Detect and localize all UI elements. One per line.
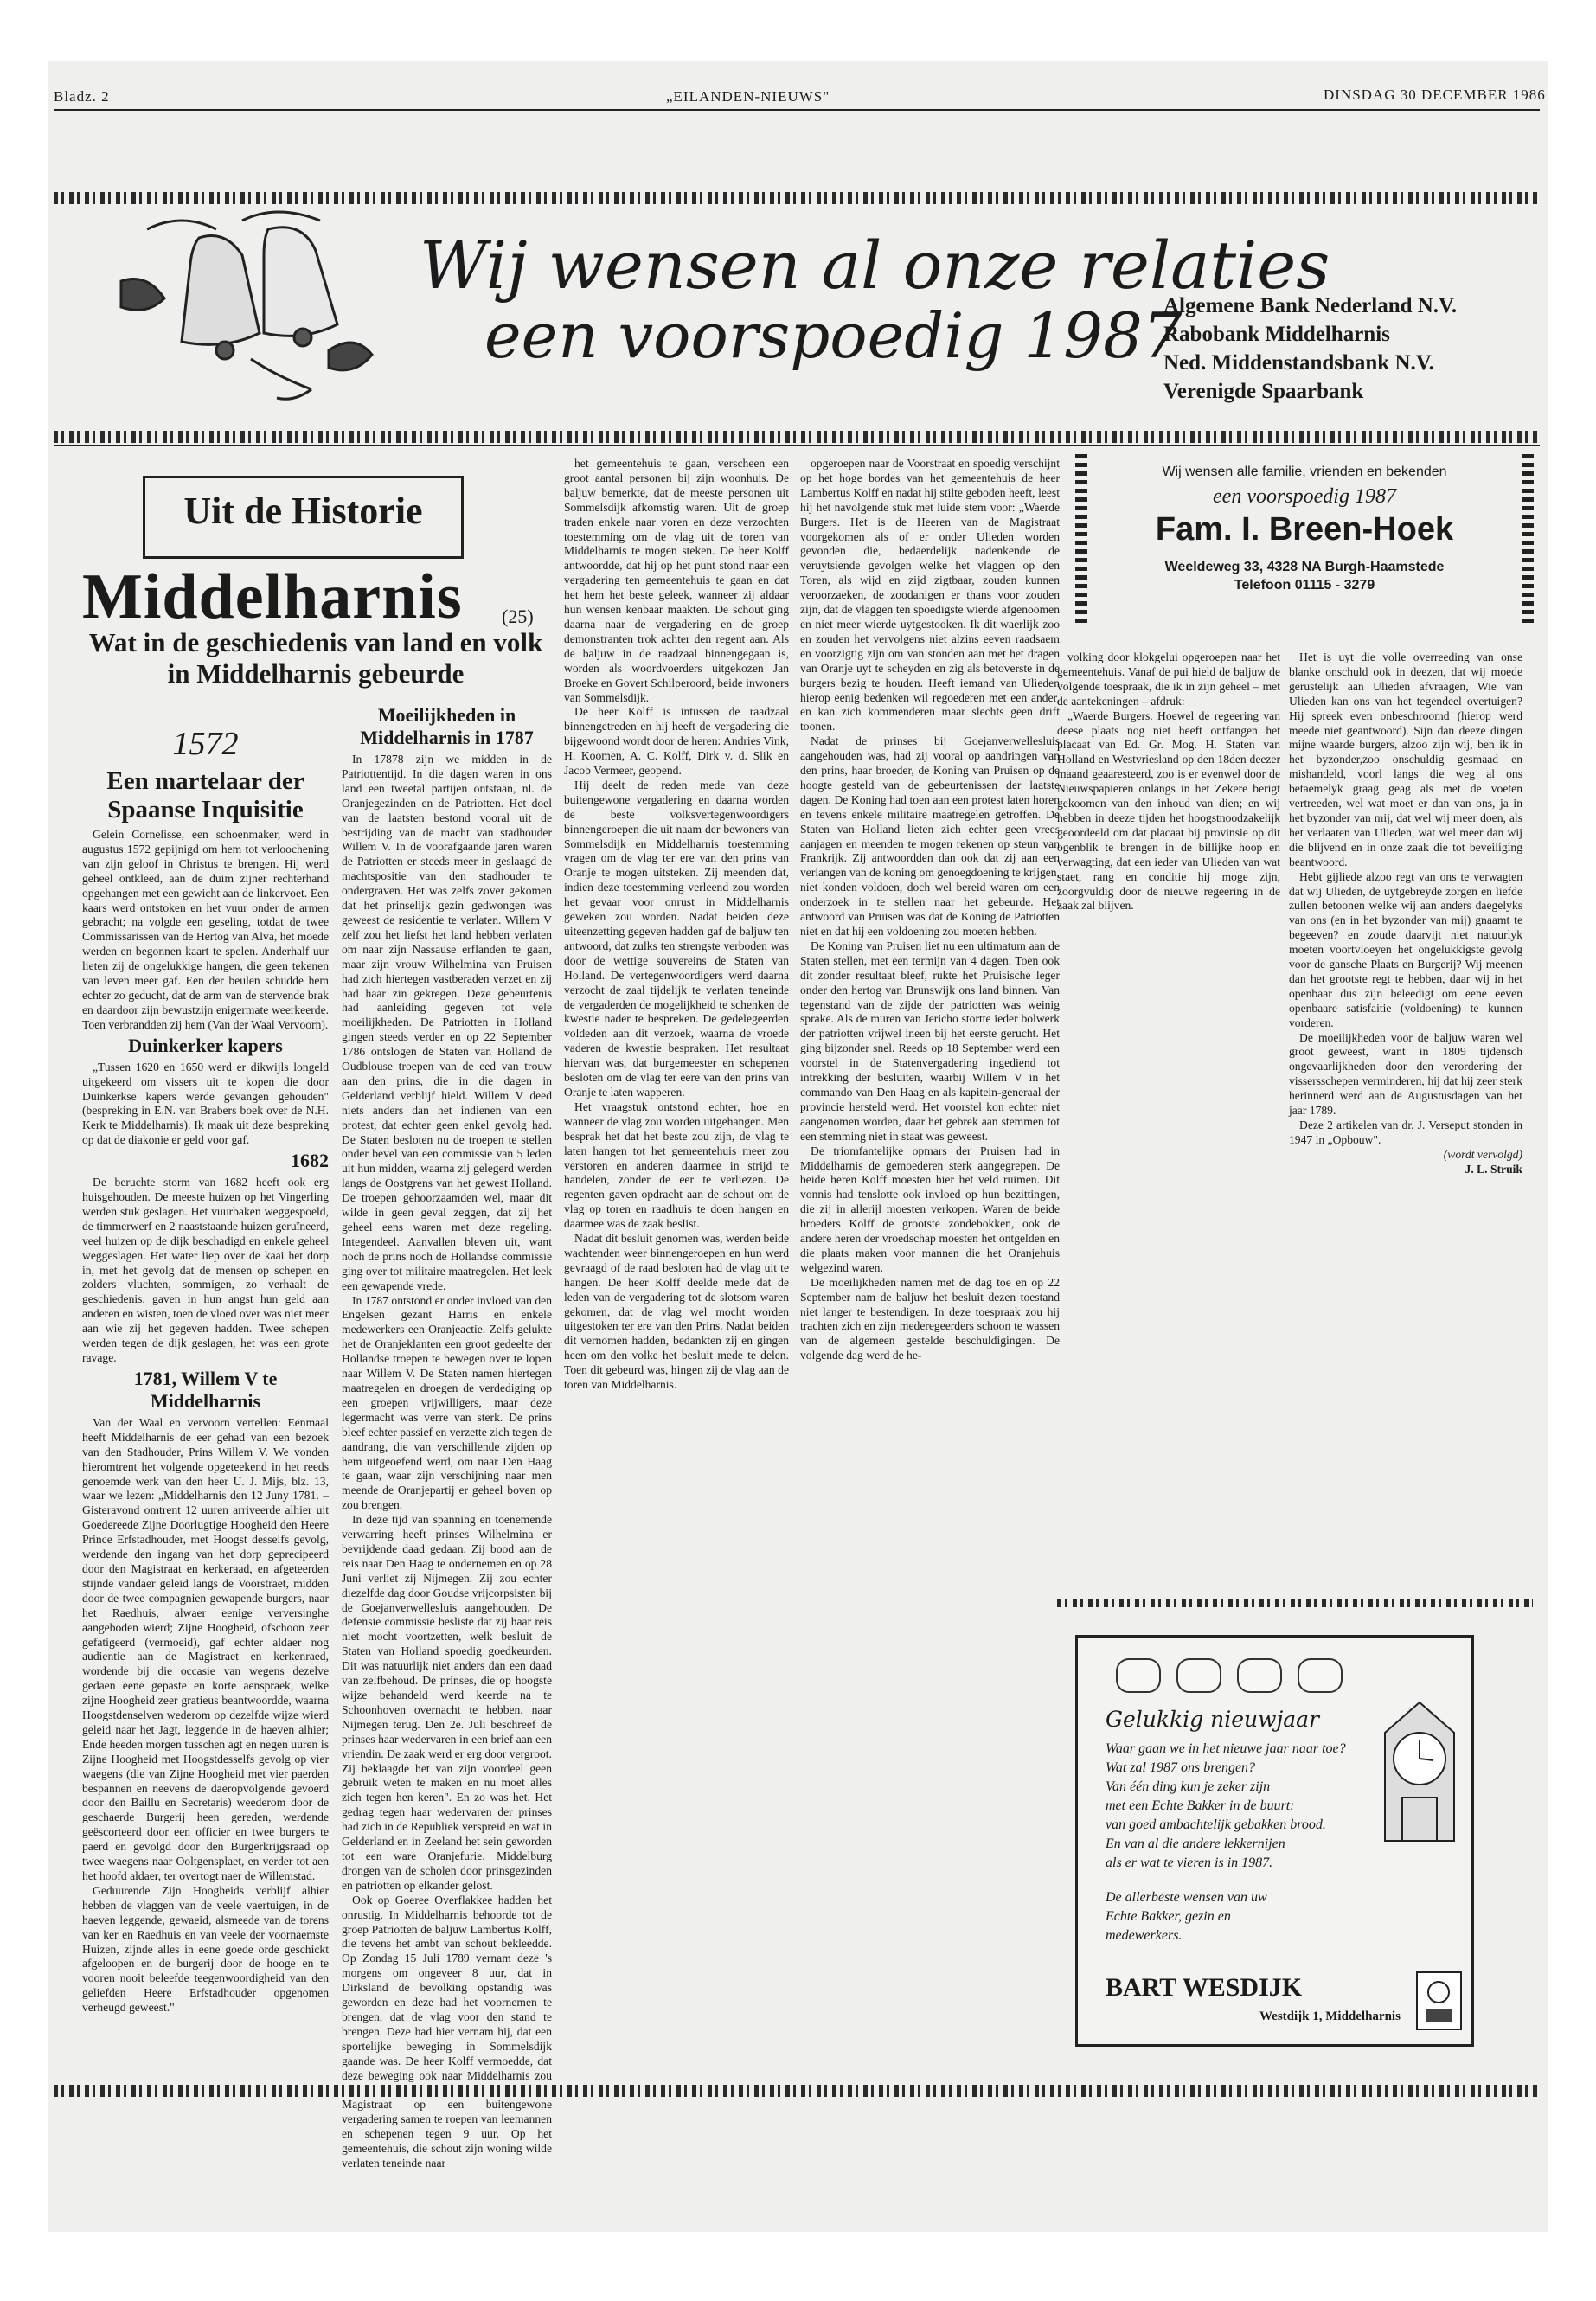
greeting-line2: een voorspoedig 1987 xyxy=(484,299,1183,372)
top-border xyxy=(54,192,1540,204)
bakker-wish xyxy=(1106,1888,1267,1945)
bread-loaves-icon xyxy=(1112,1646,1355,1698)
para-23: Hebt gijliede alzoo regt van ons te verwagten dat wij Ulieden, de uytgebreyde zorgen en liefde zullen betoonen welke wij aan anders daegelyks van ons (en in het byzonder van mij) gnaamt te begeeven? en zoude daarvijt niet natuurlyk moeten voortvloeyen het ongelukkigste gevolg voor de gansche Plaats en Burgerij? Wij meenen dan het grootste regt te hebben, daar wij in het openbaar dus zijn beleedigt om eene eeven openbaare satisfaitie (voldoening) te kunnen vorderen. xyxy=(1289,869,1522,1029)
para-16: Nadat de prinses bij Goejanverwellesluis aangehouden was, had zij vooral op aandringen van den prins, haar broeder, de Koning van Pruisen op de hoogte gesteld van de gebeurtenissen der laatste dagen. De Koning had toen aan een protest laten horen en tevens enkele militaire maatregelen getroffen. De Staten van Holland lieten zich echter geen vrees aanjagen en meenden te mogen rekenen op steun van Frankrijk. Zij antwoordden dan ook dat zij aan een verlangen van de koning om genoegdoening te krijgen, niet konden voldoen, doch wel bereid waren om een onderzoek in te stellen naar het gebeurde. Het antwoord van Pruisen was dat de Koning de Patriotten niet en dat hij een voldoening zou moeten hebben. xyxy=(800,734,1060,938)
page-bottom-border xyxy=(54,2085,1540,2097)
bank-2: Rabobank Middelharnis xyxy=(1163,323,1390,346)
column-3 xyxy=(564,457,789,2098)
para-22: Het is uyt die volle overreeding van onse blanke onschuld ook in deezen, dat wij moede gerustelijk aan Ulieden afvraagen, Wie van Ulieden kan ons van het tegendeel overtuigen? Hij spreek even onbeschroomd (hierop werd meede niet geantwoord). Sijn dan deeze dingen mijne waarde burgers, alzoo zijn wij, ben ik in het byzonder,zoo onschuldig gesmaad en mishandeld, voorl langs die weg al ons betaemelyk graag geag als met de voeten vertreeden, wel wat moet er dan van ons, ja in het byzonder van mij, dat wel wij meer doen, als het verlaaten van Ulieden, wat wel meer dan wij die blijvend en in onze zaak die tot beveiliging beantwoord. xyxy=(1289,651,1522,868)
author: J. L. Struik xyxy=(1465,1162,1522,1176)
bakker-line-7: als er wat te vieren is in 1987. xyxy=(1106,1856,1273,1870)
para-2: „Tussen 1620 en 1650 werd er dikwijls longeld uitgekeerd om vissers uit te kopen die door Duinkerkse kapers werde gevangen gehouden" (bespreking in E.N. van Brabers boek over de N.H. Kerk te Middelharnis). Ik maak uit deze bespreking op dat de diakonie er geld voor gaf. xyxy=(82,1060,329,1147)
bakker-line-2: Wat zal 1987 ons brengen? xyxy=(1106,1760,1256,1775)
heading-1682: 1682 xyxy=(291,1150,329,1172)
column-4 xyxy=(800,457,1060,2098)
bakker-wish-1: De allerbeste wensen van uw xyxy=(1106,1890,1267,1905)
ad-border-right xyxy=(1522,454,1534,623)
para-21: „Waerde Burgers. Hoewel de regeering van deese plaats nog niet heeft ontfangen het placaat van Ed. Gr. Mog. H. Staten van Holland en Westvriesland op den 18den deezer maand geaaresteerd, zoo is er evenwel door de Nieuwspapieren onlangs in het Zekere berigt gekoomen van den inhoud van dien; en wij hebben in deeze tijden het hoogstnoodzakelijk geoordeeld om dat placaat bij provinsie op dit ogenblik te brengen in de billijke hoop en verwagting, dat een ieder van Ulieden van wat staet, rang en conditie hij moge zijn, zoorgvuldig door de nieuwe regeering in de zaak zal blijven. xyxy=(1057,708,1280,913)
article-title: Middelharnis xyxy=(82,561,463,632)
fam-name: Fam. I. Breen-Hoek xyxy=(1155,511,1454,548)
heading-kapers: Duinkerker kapers xyxy=(128,1034,283,1056)
bakker-text xyxy=(1106,1740,1374,1873)
bakker-wish-3: medewerkers. xyxy=(1106,1928,1183,1943)
para-3: De beruchte storm van 1682 heeft ook erg huisgehouden. De meeste huizen op het Vingerling werden stuk geslagen. Het vuurbaken weggespoeld, de timmerwerf en 2 naaststaande huizen geruïneerd, veel huizen op de dijk beschadigd en enkele geheel weggeslagen. Het water liep over de kaai het dorp in, met het gevolg dat de mensen op schepen en zolders vluchten, sommigen, zo verhaalt de geschiedenis, gaven in hun angst hun geld aan anderen en wisten, toen de vloed over was niet meer aan wie zij het gegeven hadden. Twee schepen werden tegen de dijk geslagen, het was een grote ravage. xyxy=(82,1176,329,1364)
to-be-continued: (wordt vervolgd) xyxy=(1443,1147,1522,1161)
para-15: opgeroepen naar de Voorstraat en spoedig verschijnt op het hoge bordes van het gemeentehuis de heer Lambertus Kolff en nadat hij stilte geboden heeft, leest hij het navolgende stuk met luide stem voor: „Waerde Burgers. Het is de Heeren van de Magistraat voorgekomen als of er onder Ulieden worden gevonden die, bedaerdelijk nadenkende de veruytsiende gevolgen welke het vlaggen op den Toren, als wijd en zijd zigtbaar, zouden kunnen veroorzaeken, de zoodanigen er thans voor zouden zijn, dat de vlaggen ten spoedigste wierde afgenoomen en niet meer wierde uytgestooken. Ik dit waerlijk zoo en zouden het vervolgens niet alzins eeven raadsaem en voorzigtig zijn om van stonden aan met het dragen van Oranje uyt te scheyden en zig als betoverste in de burgers bezig te houden. Heeft iemand van Ulieden hierop eenig bedenken wil regoederen met een ander, en kan zich kommenderen maar slechts geen drift toonen. xyxy=(800,457,1060,734)
paper-name: „EILANDEN-NIEUWS" xyxy=(666,88,830,105)
para-24: De moeilijkheden voor de baljuw waren wel groot geweest, want in 1809 tijdensch ongevaarlijkheden door den verordering der vissersschepen verminderen, hij dat hij zeer sterk herinnerd werd aan de Augustusdagen van het jaar 1789. xyxy=(1289,1030,1522,1118)
para-17: De Koning van Pruisen liet nu een ultimatum aan de Staten stellen, met een termijn van 4 dagen. Toen ook dit zonder resultaat bleef, rukte het Pruisische leger onder den hertog van Brunswijk ons land binnen. Van tegenstand van de zijde der patriotten was weinig sprake. Als de muren van Jericho stortte ieder bolwerk der patriotten vrijwel ineen bij het eerste gerucht. Het ging bijzonder snel. Reeds op 18 September werd een voorstel in de Statenvergadering ingediend tot intrekking der besluiten, waarbij Willem V in het commando van Den Haag en als kapitein-generaal der provincie hersteld werd. Het voorstel kon echter niet aangenomen worden, daar het gebrek aan stemmen tot een stemming niet in staat was geweest. xyxy=(800,939,1060,1143)
ad-bart-wesdijk xyxy=(1075,1635,1474,2047)
ad-border-left xyxy=(1075,454,1087,623)
column-5 xyxy=(1057,651,1280,1618)
ad-breen-hoek xyxy=(1075,454,1534,631)
bank-4: Verenigde Spaarbank xyxy=(1163,380,1364,403)
ad-top-border xyxy=(1057,1599,1533,1607)
article-subtitle: Wat in de geschiedenis van land en volk in Middelharnis gebeurde xyxy=(88,627,543,689)
bakker-address: Westdijk 1, Middelharnis xyxy=(1259,2009,1401,2023)
para-14: Nadat dit besluit genomen was, werden beide wachtenden weer binnengeroepen en hun werd gevraagd of de raad besloten had de vlag uit te hangen. De heer Kolff deelde mede dat de leden van de vergadering tot de slotsom waren gekomen, dat de vlag wel mocht worden uitgestoken ter ere van den Prins. Nadat beiden dit vernomen hadden, bedankten zij en gingen heen om den volke het besluit mede te delen. Toen dit gebeurd was, hingen zij de vlag aan de toren van Middelharnis. xyxy=(564,1232,789,1392)
fam-line1: Wij wensen alle familie, vrienden en bekenden xyxy=(1162,465,1447,479)
column-2 xyxy=(342,702,552,2170)
greeting-line1: Wij wensen al onze relaties xyxy=(420,227,1330,304)
bank-list xyxy=(1163,292,1457,406)
column-1 xyxy=(82,766,329,2098)
para-6: In 17878 zijn we midden in de Patriottentijd. In die dagen waren in ons land een tweetal partijen ontstaan, nl. de Oranjegezinden en de Patriotten. Het doel van de laatsten bestond vooral uit de bestrijding van de macht van stadhouder Willem V. In de voorafgaande jaren waren de Patriotten er steeds meer in geslaagd de machtspositie van den stadhouder te ondergraven. Het was zelfs zover gekomen dat het prinselijk gezin gedwongen was geweest de residentie te verlaten. Willem V zelf zou het liefst het land hebben verlaten om naar zijn Nassause erflanden te gaan, maar zijn vrouw Wilhelmina van Pruisen had zich hiertegen vastberaden verzet en zij had haar zin gekregen. Deze gebeurtenis had aanleiding gegeven tot vele moeilijkheden. De Patriotten in Holland gingen steeds verder en op 22 September 1786 ontslogen de Staten van Holland de Oudblouse troepen van de eed van trouw aan den prins, die in die dagen in Gelderland verblijf hield. Willem V deed niets anders dan het indienen van een protest, dat echter geen enkel gevolg had. De Staten besloten nu de troepen te stellen onder bevel van een commissie van 5 leden uit hun midden, waarna zij gelegerd werden langs de Oostgrens van het gewest Holland. De troepen gehoorzaamden wel, maar dit wilde in geen geval zeggen, dat zij het geheel eens waren met deze regeling. Integendeel. Aanvallen bleven uit, want noch de prins noch de Hollandse commissie ging over tot militaire maatregelen. Het leek een gewapende vrede. xyxy=(342,753,552,1292)
article-number: (25) xyxy=(502,606,534,627)
para-10: het gemeentehuis te gaan, verscheen een groot aantal personen bij zijn woonhuis. De baljuw bemerkte, dat de meeste personen uit Sommelsdijk afkomstig waren. Uit de groep traden enkele naar voren en deze verzochten toestemming om de vlag uit de toren van Middelharnis te mogen steken. De heer Kolff antwoordde, dat hij op het punt stond naar een vergadering ten gemeentehuis te gaan en dat het hem het beste geleek, wanneer zij aldaar hun wensen kenbaar maakten. De schout ging daarna naar de vergadering en de groep demonstranten trok achter den regent aan. Als de baljuw in de raadzaal binnengegaan is, worden als woordvoerders uitgekozen Jan Broeke en Govert Schilperoord, beide inwoners van Sommelsdijk. xyxy=(564,457,789,704)
page-number: Bladz. 2 xyxy=(54,88,110,105)
bottom-border xyxy=(54,431,1540,443)
para-12: Hij deelt de reden mede van deze buitengewone vergadering en daarna worden de beste volksvertegenwoordigers binnengeroepen die uit naam der bewoners van Sommelsdijk en Middelharnis toestemming vragen om de vlag ter ere van den prins van Oranje te mogen uitsteken. Zij meenden dat, indien deze toestemming verleend zou worden het gevaar voor onrust in Middelharnis geweken zou worden. Nadat beiden deze uiteenzetting gegeven hadden gaf de baljuw ten antwoord, dat zulks ten strengste verboden was door de wettige souvereins de Staten van Holland. De vertegenwoordigers werd daarna verzocht de zaal tijdelijk te verlaten teneinde de vergaderden de mogelijkheid te schenken de kwestie nader te bespreken. De gedelegeerden voldeden aan dit verzoek, waarna de vroede vaderen de kwestie bespraken. Het resultaat hiervan was, dat burgemeester en schepenen besloten om de vlag ter eere van den prins van Oranje te laten wapperen. xyxy=(564,778,789,1099)
para-7: In 1787 ontstond er onder invloed van den Engelsen gezant Harris en enkele medewerkers een Oranjeactie. Zelfs gelukte het de Oranjeklanten een groot gedeelte der Hollandse troepen te bewegen over te lopen naar Willem V. De Staten namen hiertegen maatregelen en droegen de verdediging op een groepen vrijwilligers, maar deze legermacht was verre van sterk. De prins bleef echter passief en verzette zich tegen de aandrang, die van verschillende zijden op hem uitgeoefend werd, om naar Den Haag te gaan, waar zijn verschijning naar men meende de Oranjepartij er geheel boven op zou brengen. xyxy=(342,1293,552,1512)
bakker-line-1: Waar gaan we in het nieuwe jaar naar toe? xyxy=(1106,1741,1346,1756)
rubric-title: Uit de Historie xyxy=(183,490,423,532)
bakker-line-4: met een Echte Bakker in de buurt: xyxy=(1106,1798,1295,1813)
para-8: In deze tijd van spanning en toenemende verwarring heeft prinses Wilhelmina er bevrijdende daad gedaan. Zij bood aan de reis naar Den Haag te ondernemen en op 28 Juni verliet zij Nijmegen. Zij zou echter diezelfde dag door Goudse vrijcorpsisten bij de Goejanverwellesluis aangehouden. De defensie commissie besliste dat zij haar reis niet mocht voortzetten, welk besluit de Staten van Holland spoedig goedkeurden. Dit was natuurlijk niet anders dan een daad van zelfbehoud. De prinses, die op hoogste wijze behandeld werd keerde na te Schoonhoven overnacht te hebben, naar Nijmegen terug. Den 2e. Juli beschreef de prinses haar wedervaren in een brief aan een vriendin. De zaak werd er erg door vergroot. Zij beklaagde het van zijn voordeel geen gebruik weten te maken en nu moet alles zich tegen hen keren". En zo was het. Het gedrag tegen haar wedervaren der prinses had zich in de Republiek verspreid en wat in Gelderland en in Zeeland het sein geworden tot een ware Oranjefurie. Middelburg drongen van de scholen door prinsgezinden en patriotten op elkander gelost. xyxy=(342,1513,552,1892)
para-13: Het vraagstuk ontstond echter, hoe en wanneer de vlag zou worden uitgehangen. Men besprak het dat het beste zou zijn, de vlag te laten hangen tot het gemeentehuis meer zou verstoren en anderen daarmee in strijd te handelen, zonder de eer te verliezen. De regenten gaven opdracht aan de schout om de vlag op toren en raadhuis te doen hangen en daarmee was de zaak beslist. xyxy=(564,1099,789,1231)
year-heading: 1572 xyxy=(172,726,239,762)
bakker-title: Gelukkig nieuwjaar xyxy=(1106,1707,1320,1732)
section-rule xyxy=(54,445,1540,446)
fam-line2: een voorspoedig 1987 xyxy=(1213,485,1396,508)
bakker-line-3: Van één ding kun je zeker zijn xyxy=(1106,1779,1271,1794)
bakker-line-5: van goed ambachtelijk gebakken brood. xyxy=(1106,1817,1326,1832)
bank-3: Ned. Middenstandsbank N.V. xyxy=(1163,351,1434,375)
heading-moeilijkheden: Moeilijkheden in Middelharnis in 1787 xyxy=(360,704,534,748)
fam-address: Weeldeweg 33, 4328 NA Burgh-Haamstede xyxy=(1164,560,1445,574)
fam-phone: Telefoon 01115 - 3279 xyxy=(1234,578,1375,593)
para-19: De moeilijkheden namen met de dag toe en op 22 September nam de baljuw het besluit dezen toestand niet langer te bestendigen. In deze toespraak zou hij trachten zich en zijn mederegeerders schoon te wassen van de algemeen gestelde beschuldigingen. De volgende dag werd de he- xyxy=(800,1275,1060,1362)
bakker-line-6: En van al die andere lekkernijen xyxy=(1106,1836,1285,1851)
para-9: Ook op Goeree Overflakkee hadden het onrustig. In Middelharnis behoorde tot de groep Patriotten de baljuw Lambertus Kolff, die tevens het ambt van schout bekleedde. Op Zondag 15 Juli 1789 vernam deze 's morgens om ongeveer 8 uur, dat in Dirksland de bevolking opstandig was geworden en deze had het voornemen te brengen, dat de vlag voor den stand te brengen. Deze had hier vernam hij, dat een sportelijke beweging in Sommelsdijk gaande was. De heer Kolff vermoedde, dat deze beweging ook naar Middelharnis zou Magistraat op een buitengewone vergadering samen te roepen van leemannen en schepenen tegen 9 uur. Op het gemeentehuis, die schout zijn woning wilde verlaten teneinde naar xyxy=(342,1893,552,2170)
para-1: Gelein Cornelisse, een schoenmaker, werd in augustus 1572 gepijnigd om hem tot verloochening van zijn geloof in Christus te brengen. Hij werd geheel ontkleed, aan de duim zijner rechterhand opgehangen met een gewicht aan de linkervoet. Een kaars werd ontstoken en het vuur onder de armen gebracht; na volgde een geseling, totdat de twee Commissarissen van de Hertog van Alva, het moede werden en begonnen kaart te spelen. Anderhalf uur lieten zij de ongelukkige hangen, die geen tekenen van leven meer gaf. Een der beulen schudde hem echter zo geducht, dat de arm van de stervende brak en daardoor zijn bewustzijn enigermate weerkeerde. Toen verbrandden zij hem (Van der Waal Vervoorn). xyxy=(82,828,329,1031)
para-20: volking door klokgelui opgeroepen naar het gemeentehuis. Vanaf de pui hield de baljuw de volgende toespraak, die ik in zijn geheel – met de aantekeningen – afdruk: xyxy=(1057,651,1280,708)
issue-date: DINSDAG 30 DECEMBER 1986 xyxy=(1324,87,1546,103)
column-6 xyxy=(1289,651,1522,1618)
para-18: De triomfantelijke opmars der Pruisen had in Middelharnis de gemoederen sterk aangegrepen. De beide heren Kolff moesten hier het veld ruimen. Dit vonnis had tenslotte ook invloed op hun bezittingen, die zij in allerijl moesten verkopen. Waren de beide broeders Kolff de grootste zondebokken, ook de andere heren der vroedschap moesten het ontgelden en die plaats maken voor mannen die het Oranjehuis welgezind waren. xyxy=(800,1144,1060,1274)
heading-martelaar: Een martelaar der Spaanse Inquisitie xyxy=(106,767,304,824)
rubric-box xyxy=(143,476,464,559)
bakker-name: BART WESDIJK xyxy=(1106,1973,1303,2002)
clock-tower-icon xyxy=(1376,1698,1463,1845)
bank-1: Algemene Bank Nederland N.V. xyxy=(1163,294,1458,317)
para-4: Van der Waal en vervoorn vertellen: Eenmaal heeft Middelharnis de eer gehad van een bezoek van den Stadhouder, Prins Willem V. We vonden hieromtrent het volgende opgeteekend in het reeds genoemde werk van den heer U. J. Mijs, blz. 13, waar we lezen: „Middelharnis den 12 Juny 1781. – Gisteravond omtrent 12 uuren arriveerde alhier uit Goedereede Zijne Doorlugtige Hoogheid den Heere Prince Erfstadhouder, met Hoogst desselfs gevolg, werdende den ingang van het dorp geprecipeerd door den Magistraat en kerkeraad, en afgeteerden stijnde vandaer geleid langs de Voorstraet, midden door de twee compagnien gewapende burgers, naar het Raedhuis, alwaer eenige verversinghe aangeboden wierd; Zijne Hoogheid, ofschoon zeer gefatigeerd (vermoeid), gaf echter aldaer nog audientie aan de Magistraet en kerkenraed, wordende bij die occasie van wegens dezelve gedaen eene gepaste en korte aenspraek, welke zijne Hoogheid zeer gratieus beantwoordde, waarna Hoogstdenselven wederom op dezelfde wijze wierd geleid naar het Jagt, leggende in de haeven alhier; Ende heeden morgen tusschen agt en negen uuren is Zijne Hoogheid met Hoogstdesselfs gevolg op vier waegens (die van Zijne Hoogheid met vier paerden bespannen en neevens de daeropvolgende gevoerd door den Baillu en Secretaris) weederom door de geschaerde Burgerij heen gereden, werdende geëscorteerd door een officier en twee burgers te paerd en gevolgd door den Burgerkrijgsraad op twee waegens naar Ooltgensplaet, en verder tot aen het hoofd aldaer, ter overtogt naer de Willemstad. xyxy=(82,1415,329,1882)
para-25: Deze 2 artikelen van dr. J. Verseput stonden in 1947 in „Opbouw". xyxy=(1289,1118,1522,1146)
heading-willem: 1781, Willem V te Middelharnis xyxy=(133,1367,278,1412)
bells-holly-icon xyxy=(95,203,381,411)
para-5: Geduurende Zijn Hoogheids verblijf alhier hebben de vlaggen van de veele vaertuigen, in de haeven leggende, gewaeid, alsmeede van de torens van ker en Raedhuis en van veele der voornaemste Huizen, zijnde alles in eene goede orde geschickt afgeloopen en de burgerij door de hooge en te vooren nooit beleefde teegenwoordigheid van den geliefden Heere Erfstadhouder opgenomen verheugd geweest." xyxy=(82,1883,329,2015)
header-rule xyxy=(54,109,1540,111)
bakker-wish-2: Echte Bakker, gezin en xyxy=(1106,1909,1231,1924)
baker-logo-icon xyxy=(1415,1971,1463,2031)
para-11: De heer Kolff is intussen de raadzaal binnengetreden en hij heeft de vergadering die bijgewoond wordt door de heren: Andries Vink, H. Koomen, A. C. Kolff, Dirk v. d. Slik en Jacob Vermeer, geopend. xyxy=(564,705,789,778)
